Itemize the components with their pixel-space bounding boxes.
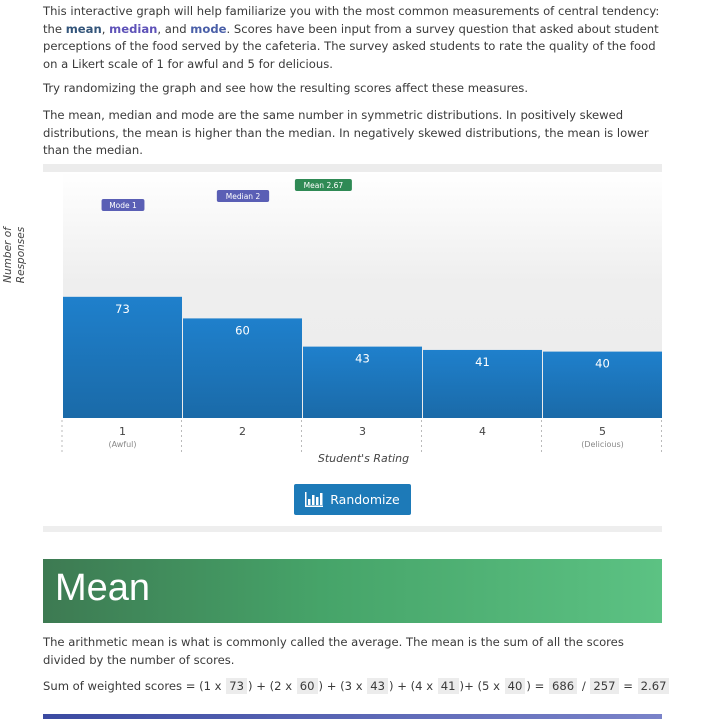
formula-term-open: (5 x — [477, 679, 504, 693]
formula-term-close: )+ — [459, 679, 478, 693]
x-tick-sublabel: (Delicious) — [581, 440, 624, 449]
x-tick-label: 5 — [599, 425, 606, 438]
y-axis-label-line1: Number of — [2, 227, 14, 283]
formula-count-box: 40 — [505, 678, 526, 694]
randomize-hint — [43, 80, 667, 98]
separator: , — [101, 21, 110, 36]
formula-term-open: (2 x — [269, 679, 296, 693]
formula-equals: = — [619, 679, 637, 693]
formula-label: Sum of weighted scores = — [43, 679, 200, 693]
formula-result-box: 2.67 — [638, 678, 670, 694]
marker-tag-label: Median 2 — [225, 192, 261, 201]
formula-total-box: 257 — [590, 678, 618, 694]
formula-term-open: (1 x — [199, 679, 226, 693]
histogram-chart — [43, 164, 662, 526]
y-axis-label — [2, 215, 28, 295]
formula-term-open: (4 x — [410, 679, 437, 693]
formula-sum-box: 686 — [549, 678, 577, 694]
keyword-mode: mode — [190, 21, 227, 36]
keyword-median: median — [109, 21, 158, 36]
randomize-label: Randomize — [330, 492, 400, 507]
mean-section-banner — [43, 559, 662, 623]
intro-paragraph — [43, 3, 667, 73]
formula-term-close: ) + — [248, 679, 270, 693]
y-axis-label-line2: Responses — [15, 226, 27, 284]
bar-value-label: 40 — [595, 356, 610, 371]
formula-count-box: 43 — [367, 678, 388, 694]
formula-count-box: 73 — [226, 678, 247, 694]
intro-text: . Scores have been input from a survey question that asked about student perceptions of the food served by the cafeteria. The survey asked students to rate the quality of the food on a Likert scale of 1 for awful and 5 for delicious. — [43, 21, 659, 71]
intro-text: This interactive graph will help familiarize you with the most common measurements of central tendency: the — [43, 4, 660, 36]
x-tick-label: 4 — [479, 425, 486, 438]
marker-tag-label: Mode 1 — [109, 201, 137, 210]
bar-value-label: 60 — [235, 323, 250, 338]
randomize-button[interactable] — [294, 484, 411, 515]
skew-explanation-text: The mean, median and mode are the same number in symmetric distributions. In positively skewed distributions, the mean is higher than the median. In negatively skewed distributions, the mean is lower than the median. — [43, 108, 649, 157]
x-tick-label: 3 — [359, 425, 366, 438]
formula-term-open: (3 x — [340, 679, 367, 693]
bar-value-label: 43 — [355, 351, 370, 366]
weighted-sum-formula — [43, 678, 670, 694]
skew-explanation — [43, 107, 667, 160]
x-tick-label: 2 — [239, 425, 246, 438]
histogram-panel — [43, 164, 662, 532]
formula-term-close: ) + — [318, 679, 341, 693]
x-tick-sublabel: (Awful) — [108, 440, 137, 449]
formula-term-close: ) + — [389, 679, 411, 693]
formula-term-close: ) = — [526, 679, 548, 693]
next-section-banner-edge — [43, 714, 662, 719]
separator: , and — [157, 21, 191, 36]
bar-value-label: 73 — [115, 301, 130, 316]
formula-divider: / — [578, 679, 590, 693]
formula-count-box: 41 — [438, 678, 459, 694]
x-axis-label: Student's Rating — [317, 452, 410, 465]
mean-description — [43, 634, 665, 669]
bar-chart-icon — [305, 492, 323, 507]
mean-section-title: Mean — [55, 567, 151, 609]
formula-count-box: 60 — [297, 678, 318, 694]
mean-description-text: The arithmetic mean is what is commonly called the average. The mean is the sum of all the scores divided by the number of scores. — [43, 635, 624, 667]
panel-bottom-stripe — [43, 526, 662, 532]
x-tick-label: 1 — [119, 425, 126, 438]
randomize-hint-text: Try randomizing the graph and see how the resulting scores affect these measures. — [43, 81, 529, 95]
marker-tag-label: Mean 2.67 — [303, 181, 344, 190]
keyword-mean: mean — [65, 21, 102, 36]
bar-value-label: 41 — [475, 354, 490, 369]
